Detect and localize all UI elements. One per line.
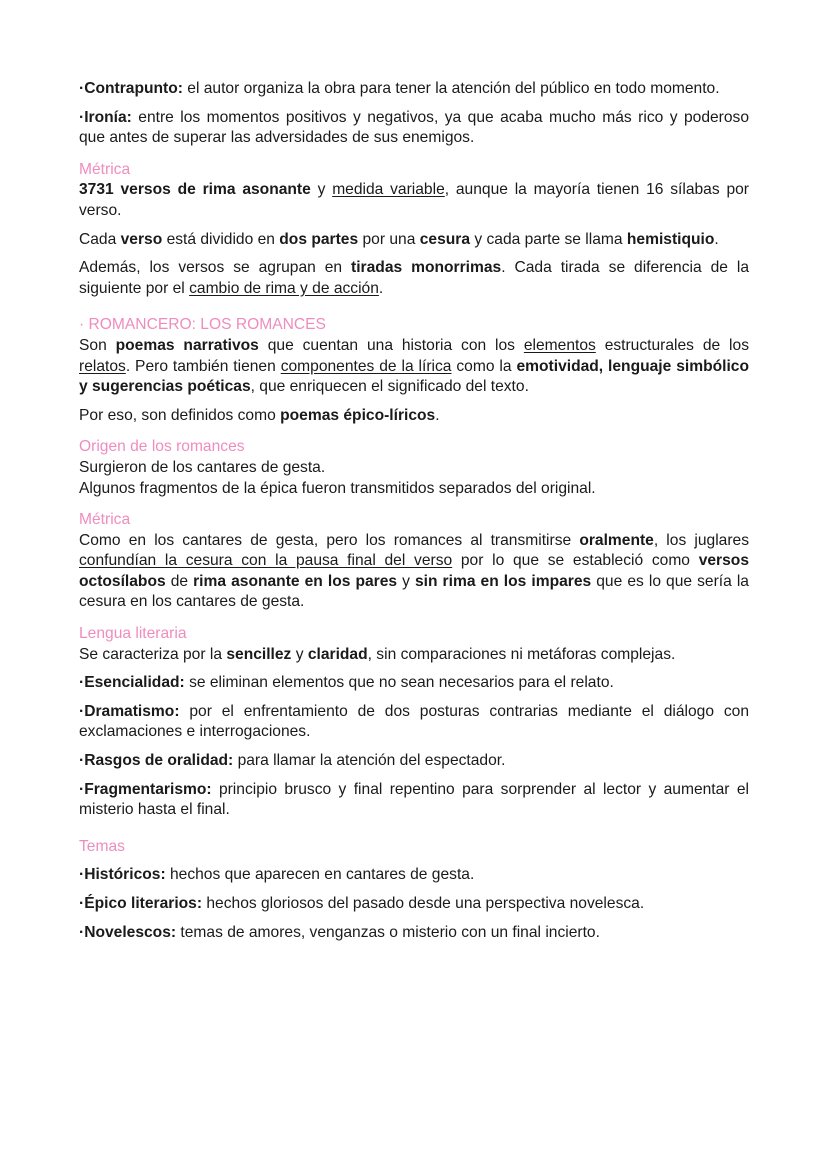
- term-label: ·Históricos:: [79, 866, 166, 884]
- section-heading-origen: Origen de los romances: [79, 438, 245, 456]
- romancero-paragraph-1: Son poemas narrativos que cuentan una historia con los elementos estructurales de los relatos. Pero también tienen componentes de la lírica como la emotividad, lenguaje simbólico y sugerencias poéticas, que enriquecen el significado del texto.: [79, 336, 749, 396]
- temas-item: ·Históricos: hechos que aparecen en cantares de gesta.: [79, 866, 475, 884]
- term-label: ·Épico literarios:: [79, 895, 203, 912]
- temas-item: ·Novelescos: temas de amores, venganzas o misterio con un final incierto.: [79, 923, 600, 941]
- origen-line-1: Surgieron de los cantares de gesta.: [79, 458, 326, 476]
- section-heading-metrica-romances: Métrica: [79, 511, 131, 529]
- term-label: ·Esencialidad:: [79, 674, 185, 692]
- metrica-romances-paragraph: Como en los cantares de gesta, pero los romances al transmitirse oralmente, los juglares confundían la cesura con la pausa final del verso por lo que se estableció como versos octosílabos de rima asonante en los pares y sin rima en los impares que es lo que sería la cesura en los cantares de gesta.: [79, 531, 749, 611]
- lengua-item: ·Esencialidad: se eliminan elementos que no sean necesarios para el relato.: [79, 674, 614, 692]
- temas-item: ·Épico literarios: hechos gloriosos del pasado desde una perspectiva novelesca.: [79, 895, 645, 912]
- romancero-paragraph-2: Por eso, son definidos como poemas épico-líricos.: [79, 406, 440, 424]
- lengua-item: ·Dramatismo: por el enfrentamiento de dos posturas contrarias mediante el diálogo con exclamaciones e interrogaciones.: [79, 702, 749, 741]
- section-heading-metrica-cantar: Métrica: [79, 160, 131, 178]
- term-label: ·Fragmentarismo:: [79, 780, 212, 798]
- section-heading-romancero: · ROMANCERO: LOS ROMANCES: [79, 316, 326, 334]
- origen-line-2: Algunos fragmentos de la épica fueron transmitidos separados del original.: [79, 479, 596, 497]
- lengua-intro: Se caracteriza por la sencillez y claridad, sin comparaciones ni metáforas complejas.: [79, 645, 676, 663]
- section-heading-temas: Temas: [79, 837, 125, 855]
- term-label: ·Dramatismo:: [79, 702, 180, 720]
- contrapunto-paragraph: ·Contrapunto: el autor organiza la obra para tener la atención del público en todo momento.: [79, 80, 720, 97]
- lengua-item: ·Fragmentarismo: principio brusco y final repentino para sorprender al lector y aumentar el misterio hasta el final.: [79, 780, 749, 819]
- metrica-cantar-paragraph-1: 3731 versos de rima asonante y medida variable, aunque la mayoría tienen 16 sílabas por verso.: [79, 181, 749, 219]
- term-label: ·Rasgos de oralidad:: [79, 752, 234, 770]
- term-label: ·Novelescos:: [79, 923, 177, 941]
- metrica-cantar-paragraph-2: Cada verso está dividido en dos partes por una cesura y cada parte se llama hemistiquio.: [79, 230, 719, 248]
- metrica-cantar-paragraph-3: Además, los versos se agrupan en tiradas monorrimas. Cada tirada se diferencia de la siguiente por el cambio de rima y de acción.: [79, 259, 750, 297]
- term-label: ·Contrapunto:: [79, 80, 183, 97]
- section-heading-lengua: Lengua literaria: [79, 625, 187, 643]
- lengua-item: ·Rasgos de oralidad: para llamar la atención del espectador.: [79, 752, 506, 770]
- ironia-paragraph: ·Ironía: entre los momentos positivos y negativos, ya que acaba mucho más rico y poderoso que antes de superar las adversidades de sus enemigos.: [79, 108, 749, 147]
- term-label: ·Ironía:: [79, 108, 132, 126]
